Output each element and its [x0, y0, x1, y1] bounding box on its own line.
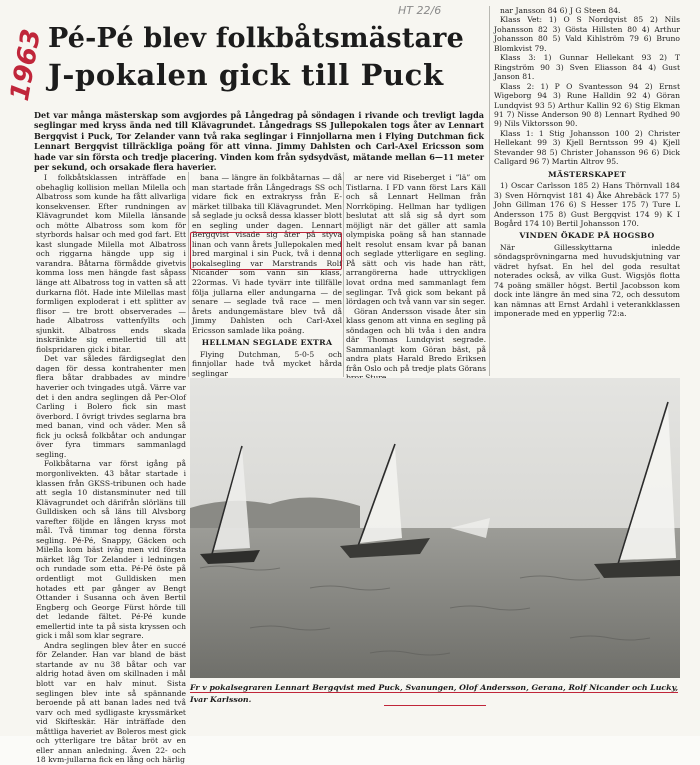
- paragraph: bana — längre än folkbåtarnas — då man startade från Långedrags SS och vidare fick en extrakryss från E-märket tillbaka till Klävagrundet. Men så seglade ju också dessa klasser blott en segling under dagen. Lennart Bergqvist visade sig åter på styva linan och vann årets Jullepokalen med bred marginal i sin Puck, två i denna pokalsegling var Marstrands Rolf Nicander som vann sin klass, 22ormas. Vi hade tyvärr inte tillfälle följa jullarna eller andungarna — de senare — seglade två race — men årets andungemästare blev två då Jimmy Dahlsten och Carl-Axel Ericsson samlade lika poäng.: [192, 173, 342, 335]
- sailing-photo: [190, 378, 680, 678]
- results-paragraph: Klass 3: 1) Gunnar Hellekant 93 2) T Ringström 90 3) Sven Eliasson 84 4) Gust Janson 81.: [494, 53, 680, 82]
- headline-line-2: J-pokalen gick till Puck: [48, 58, 444, 92]
- paragraph: ar nere vid Riseberget i ”lä” om Tistlarna. I FD vann först Lars Käll och så Lennart Hellman från Norrköping. Hellman har tydligen beslutat att slå sig så dyrt som möjligt när det gäller att samla olympiska poäng så han stannade helt resolut ensam kvar på banan och seglade ytterligare en segling. På sätt och vis hade han rätt, arrangörerna hade uttryckligen lovat ordna med sammanlagt fem seglingar. Två gick som bekant på lördagen och två vann var sin seger.: [346, 173, 486, 307]
- results-column: [494, 6, 680, 319]
- paragraph: I folkbåtsklassen inträffade en obehaglig kollision mellan Milella och Albatross som kunde ha fått allvarliga konsekvenser. Efter rundningen av Klävagrundet kom Milella länsande och mötte Albatross som kom för styrbords halsar och med god fart. Ett kast slungade Milella mot Albatross och riggarna hängde upp sig i varandra. Båtarna förmådde givetvis komma loss men hängde fast såpass länge att Albatross tog in vatten så att durkarna flöt. Hade inte Milellas mast formligen exploderat i ett splitter av flisor — tre brott observerades — hade Albatross vattenfyllts och sjunkit. Albatross ends skada inskränkte sig emellertid till att fiolspridaren gick i bitar.: [36, 173, 186, 354]
- article-column-2: [192, 173, 342, 378]
- headline-line-1: Pé-Pé blev folkbåtsmästare: [48, 23, 464, 54]
- results-paragraph: nar Jansson 84 6) J G Steen 84.: [500, 6, 621, 15]
- lead-paragraph: Det var många mästerskap som avgjordes på Långedrag på söndagen i rivande och trevligt lagda seglingar med kryss ända ned till Klävagrundet. Långedrags SS Jullepokalen togs åter av Lennart Bergqvist i Puck, Tor Zelander vann två raka seglingar i Finnjollarna men i Flying Dutchman fick Lennart Bergqvist tillräckliga poäng för att vinna. Jimmy Dahlsten och Carl-Axel Ericsson som hade var sin första och tredje placering. Vinden kom från sydsydväst, mätande mellan 6—11 meter per sekund, och orsakade flera haverier.: [34, 110, 484, 173]
- subheading: MÄSTERSKAPET: [548, 169, 626, 179]
- results-paragraph: Klass 1: 1 Stig Johansson 100 2) Christer Hellekant 99 3) Kjell Berntsson 99 4) Kjell Stevander 98 5) Christer Johansson 96 6) Dick Callgard 96 7) Martin Altrov 95.: [494, 128, 680, 167]
- red-pen-underline: [384, 705, 486, 706]
- paragraph: Flying Dutchman, 5-0-5 och finnjollar hade två mycket hårda seglingar: [192, 349, 342, 378]
- headline: [48, 22, 478, 94]
- column-rule: [489, 6, 490, 376]
- results-paragraph: När Gillesskyttarna inledde söndagsprövningarna med huvudskjutning var vädret hyfsat. En hel del goda resultat noterades också, av vilka Gust. Wigsjös flotta 74 poäng smäller högst. Bertil Jacobsson kom dock inte längre än med sina 72, och dessutom kan nämnas att Ernst Ardahl i veterankklassen imponerade med en ypperlig 72:a.: [494, 242, 680, 319]
- sailing-photo-illustration: [190, 378, 680, 678]
- results-paragraph: 1) Oscar Carlsson 185 2) Hans Thörnvall 184 3) Sven Hörnqvist 181 4) Åke Ahrebäck 177 5) John Gillman 176 6) S Hesser 175 7) Ture L Andersson 175 8) Gust Bergqvist 174 9) K I Bogård 174 10) Bertil Johansson 170.: [494, 181, 680, 228]
- article-column-3: [346, 173, 486, 394]
- handwritten-date: HT 22/6: [398, 4, 442, 17]
- subheading: HELLMAN SEGLADE EXTRA: [201, 338, 333, 348]
- paragraph: Göran Andersson visade åter sin klass genom att vinna en segling på söndagen och bli tvåa i den andra där Thomas Lundqvist segrade. Sammanlagt kom Göran bäst, på andra plats Harald Bredo Eriksen från Oslo och på tredje plats Görans: [346, 306, 486, 373]
- column-rule: [343, 172, 344, 377]
- paragraph: Andra seglingen blev åter en succé för Zelander. Han var bland de bäst startande av nu 38 båtar och var aldrig hotad även om skillnaden i mål blott var en halv minut. Sista seglingen blev inte så spännande beroende på att banan lades ned två varv och med sydligaste kryssmärket vid Skifteskär. Här inträffade den måttliga haveriet av Boleros mest gick och ytterligare tre båtar bröt av en eller annan anledning. Även 22- och 18 kvm-jullarna fick en lång och härlig: [36, 640, 186, 765]
- subheading: VINDEN ÖKADE PÅ HOGSBO: [519, 231, 655, 241]
- article-column-1: [36, 173, 186, 765]
- handwritten-year: 1963: [4, 26, 48, 104]
- photo-caption: Fr v pokalsegraren Lennart Bergqvist med Puck, Svanungen, Olof Andersson, Gerana, Rolf Nicander och Lucky, Ivar Karlsson.: [190, 683, 679, 704]
- results-paragraph: Klass Vet: 1) O S Nordqvist 85 2) Nils Johansson 82 3) Gösta Hillsten 80 4) Arthur Johansson 80 5) Vald Kihlström 79 6) Bruno Blomkvist 79.: [494, 15, 680, 53]
- paragraph: Det var således färdigseglat den dagen för dessa kontrahenter men flera båtar drabbades av mindre haverier och tvingades utgå. Värre var det i den andra seglingen då Per-Olof Carling i Bolero fick sin mast överbord. I övrigt trivdes seglarna bra med banan, vind och väder. Men så fick ju också folkbåtar och andungar över fyra timmars sammanlagd segling.: [36, 354, 186, 459]
- paragraph: Folkbåtarna var först igång på morgonlivekten. 43 båtar startade i klassen från GKSS-tribunen och hade att segla 10 distansminuter ned till Klävagrundet och därifrån slörläns till Gulldisken och så läns till Alvsborg varefter följde en lången kryss mot mål. Två timmar tog denna första segling. Pé-Pé, Snappy, Gäcken och Milella kom bäst iväg men vid första märket låg Tor Zelander i ledningen och rundade som etta. Pé-Pé öste på ordentligt mot Gulldisken men hotades ett par gånger av Bengt Ottander i Susanna och även Bertil Engberg och George Fürst hörde till det ledande fältet. Pé-Pé kunde emellertid inte ta på sista kryssen och gick i mål som klar segrare.: [36, 459, 186, 641]
- column-rule: [188, 172, 189, 377]
- results-paragraph: Klass 2: 1) P O Svantesson 94 2) Ernst Wigeborg 94 3) Rune Halldin 92 4) Göran Lundqvist 93 5) Arthur Kallin 92 6) Stig Ekman 91 7) Nisse Anderson 90 8) Lennart Rydhed 90 9) Nils Viktorsson 90.: [494, 81, 680, 129]
